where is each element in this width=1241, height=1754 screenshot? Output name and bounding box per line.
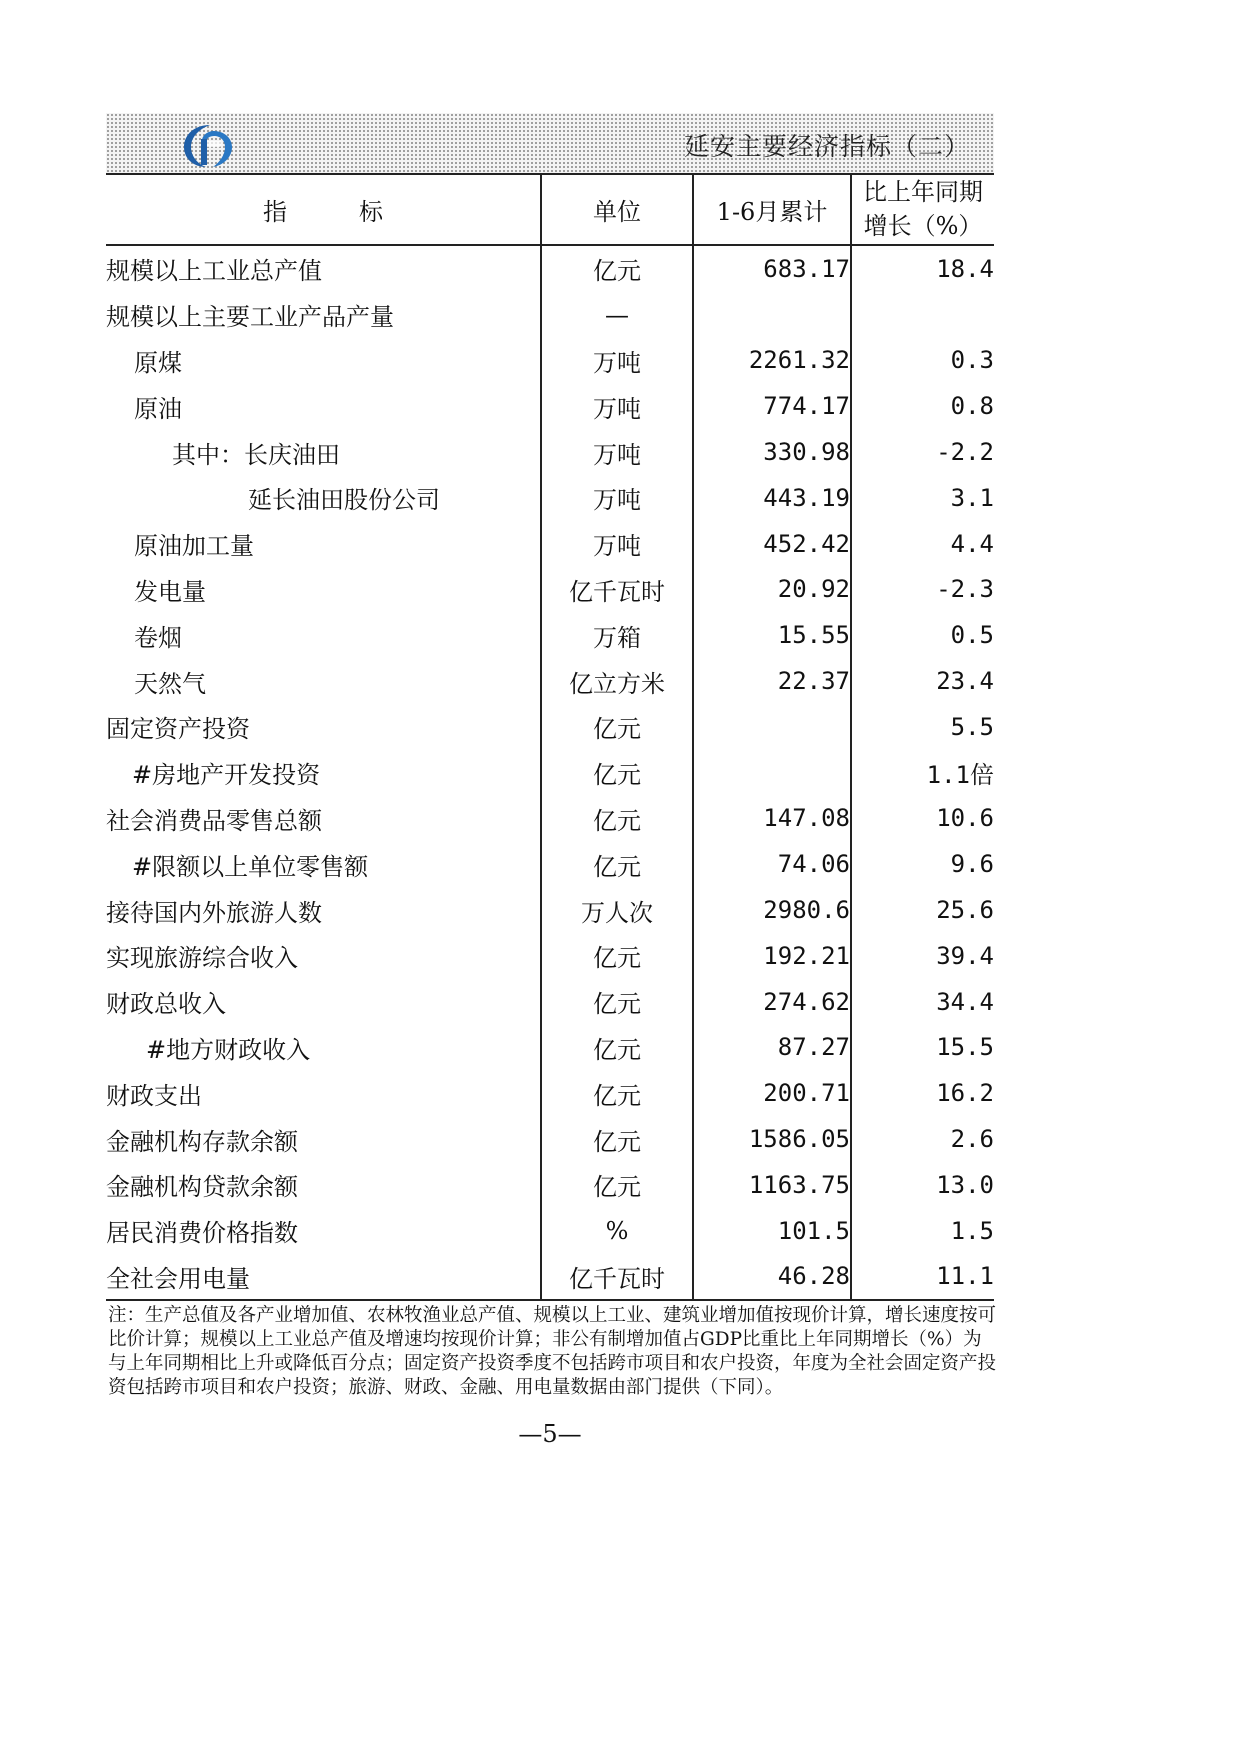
indicator-name-cell: 实现旅游综合收入 <box>106 944 298 973</box>
indicator-name-cell: 金融机构存款余额 <box>106 1127 298 1156</box>
table-row <box>106 338 994 384</box>
growth-rate-cell: 4.4 <box>851 521 994 567</box>
unit-cell: 亿千瓦时 <box>541 567 693 613</box>
cumulative-value-cell: 2261.32 <box>693 338 851 384</box>
growth-rate-cell: 3.1 <box>851 475 994 521</box>
cumulative-value-cell: 22.37 <box>693 658 851 704</box>
cumulative-value-cell: 15.55 <box>693 612 851 658</box>
growth-rate-cell: 2.6 <box>851 1116 994 1162</box>
growth-rate-cell: -2.3 <box>851 567 994 613</box>
indicator-name-cell: 原油加工量 <box>134 532 254 561</box>
table-row <box>106 1208 994 1254</box>
unit-cell: 亿立方米 <box>541 658 693 704</box>
unit-cell: % <box>541 1208 693 1254</box>
unit-cell: 万吨 <box>541 521 693 567</box>
indicator-name-cell: 财政支出 <box>106 1081 202 1110</box>
unit-cell: 亿元 <box>541 1070 693 1116</box>
indicator-table <box>106 174 994 1301</box>
cumulative-value-cell: 147.08 <box>693 796 851 842</box>
table-row <box>106 979 994 1025</box>
table-row <box>106 750 994 796</box>
indicator-name-cell: 固定资产投资 <box>106 715 250 744</box>
cumulative-value-cell: 443.19 <box>693 475 851 521</box>
header-banner <box>106 113 994 175</box>
unit-cell: 万吨 <box>541 383 693 429</box>
growth-rate-cell: -2.2 <box>851 429 994 475</box>
indicator-name-cell: 财政总收入 <box>106 990 226 1019</box>
table-row <box>106 933 994 979</box>
growth-rate-cell: 13.0 <box>851 1162 994 1208</box>
table-row <box>106 475 994 521</box>
cumulative-value-cell: 20.92 <box>693 567 851 613</box>
unit-cell: 亿元 <box>541 933 693 979</box>
growth-rate-cell: 23.4 <box>851 658 994 704</box>
growth-rate-cell: 39.4 <box>851 933 994 979</box>
table-body <box>106 245 994 1300</box>
indicator-name-cell: 原油 <box>134 394 182 423</box>
growth-rate-cell: 18.4 <box>851 245 994 292</box>
growth-rate-cell: 5.5 <box>851 704 994 750</box>
growth-rate-cell: 15.5 <box>851 1025 994 1071</box>
cumulative-value-cell: 683.17 <box>693 245 851 292</box>
column-header-growth: 比上年同期增长（%） <box>851 174 994 245</box>
footnote: 注：生产总值及各产业增加值、农林牧渔业总产值、规模以上工业、建筑业增加值按现价计算，增长速度按可比价计算；规模以上工业总产值及增速均按现价计算；非公有制增加值占GDP比重比上年同期增长（%）为与上年同期相比上升或降低百分点；固定资产投资季度不包括跨市项目和农户投资，年度为全社会固定资产投资包括跨市项目和农户投资；旅游、财政、金融、用电量数据由部门提供（下同）。 <box>108 1305 997 1398</box>
column-header-unit: 单位 <box>541 174 693 245</box>
cumulative-value-cell: 46.28 <box>693 1254 851 1301</box>
table-row <box>106 612 994 658</box>
statistics-logo-icon <box>180 121 238 171</box>
cumulative-value-cell <box>693 704 851 750</box>
table-header-row <box>106 174 994 245</box>
cumulative-value-cell: 774.17 <box>693 383 851 429</box>
cumulative-value-cell: 1163.75 <box>693 1162 851 1208</box>
table-row <box>106 429 994 475</box>
column-header-cumulative: 1-6月累计 <box>693 174 851 245</box>
growth-rate-cell: 11.1 <box>851 1254 994 1301</box>
growth-rate-cell: 10.6 <box>851 796 994 842</box>
unit-cell: 万吨 <box>541 338 693 384</box>
cumulative-value-cell: 330.98 <box>693 429 851 475</box>
growth-rate-cell <box>851 292 994 338</box>
unit-cell: 亿元 <box>541 245 693 292</box>
growth-rate-cell: 0.3 <box>851 338 994 384</box>
table-row <box>106 292 994 338</box>
growth-rate-cell: 16.2 <box>851 1070 994 1116</box>
unit-cell: 亿元 <box>541 979 693 1025</box>
indicator-name-cell: 卷烟 <box>134 623 182 652</box>
cumulative-value-cell: 452.42 <box>693 521 851 567</box>
table-row <box>106 1162 994 1208</box>
table-row <box>106 1254 994 1301</box>
page-number: —5— <box>518 1420 582 1448</box>
indicator-name-cell: 全社会用电量 <box>106 1254 541 1301</box>
unit-cell: 亿元 <box>541 1025 693 1071</box>
growth-rate-cell: 0.5 <box>851 612 994 658</box>
unit-cell: 亿元 <box>541 1116 693 1162</box>
unit-cell: 万人次 <box>541 887 693 933</box>
indicator-name-cell: 其中：长庆油田 <box>172 440 340 469</box>
table-row <box>106 841 994 887</box>
cumulative-value-cell: 274.62 <box>693 979 851 1025</box>
column-header-indicator: 指 标 <box>106 174 541 245</box>
unit-cell: 万吨 <box>541 475 693 521</box>
table-row <box>106 887 994 933</box>
page-title: 延安主要经济指标（二） <box>683 132 970 161</box>
table-row <box>106 1070 994 1116</box>
table-row <box>106 704 994 750</box>
indicator-name-cell: 接待国内外旅游人数 <box>106 898 322 927</box>
indicator-name-cell: 天然气 <box>134 669 206 698</box>
cumulative-value-cell: 87.27 <box>693 1025 851 1071</box>
indicator-name-cell: #地方财政收入 <box>146 1035 311 1064</box>
unit-cell: 亿千瓦时 <box>541 1254 693 1301</box>
unit-cell: 万吨 <box>541 429 693 475</box>
table-row <box>106 658 994 704</box>
growth-rate-cell: 9.6 <box>851 841 994 887</box>
indicator-name-cell: 发电量 <box>134 577 206 606</box>
indicator-name-cell: #限额以上单位零售额 <box>132 852 369 881</box>
growth-rate-cell: 1.1倍 <box>851 750 994 796</box>
indicator-name-cell: #房地产开发投资 <box>132 761 321 790</box>
indicator-name-cell: 规模以上工业总产值 <box>106 257 322 286</box>
growth-rate-cell: 25.6 <box>851 887 994 933</box>
cumulative-value-cell: 2980.6 <box>693 887 851 933</box>
cumulative-value-cell: 74.06 <box>693 841 851 887</box>
indicator-name-cell: 原煤 <box>134 348 182 377</box>
table-row <box>106 245 994 292</box>
indicator-name-cell: 社会消费品零售总额 <box>106 806 322 835</box>
table-row <box>106 796 994 842</box>
growth-rate-cell: 1.5 <box>851 1208 994 1254</box>
table-row <box>106 1116 994 1162</box>
unit-cell: 亿元 <box>541 1162 693 1208</box>
unit-cell: 亿元 <box>541 750 693 796</box>
cumulative-value-cell: 101.5 <box>693 1208 851 1254</box>
unit-cell: — <box>541 292 693 338</box>
unit-cell: 亿元 <box>541 704 693 750</box>
table-row <box>106 383 994 429</box>
indicator-name-cell: 金融机构贷款余额 <box>106 1173 298 1202</box>
unit-cell: 万箱 <box>541 612 693 658</box>
indicator-name-cell: 居民消费价格指数 <box>106 1219 298 1248</box>
growth-rate-cell: 0.8 <box>851 383 994 429</box>
unit-cell: 亿元 <box>541 841 693 887</box>
cumulative-value-cell <box>693 750 851 796</box>
unit-cell: 亿元 <box>541 796 693 842</box>
cumulative-value-cell: 1586.05 <box>693 1116 851 1162</box>
table-row <box>106 1025 994 1071</box>
cumulative-value-cell <box>693 292 851 338</box>
growth-rate-cell: 34.4 <box>851 979 994 1025</box>
indicator-name-cell: 延长油田股份公司 <box>248 486 440 515</box>
cumulative-value-cell: 200.71 <box>693 1070 851 1116</box>
indicator-name-cell: 规模以上主要工业产品产量 <box>106 303 394 332</box>
table-row <box>106 567 994 613</box>
table-row <box>106 521 994 567</box>
cumulative-value-cell: 192.21 <box>693 933 851 979</box>
